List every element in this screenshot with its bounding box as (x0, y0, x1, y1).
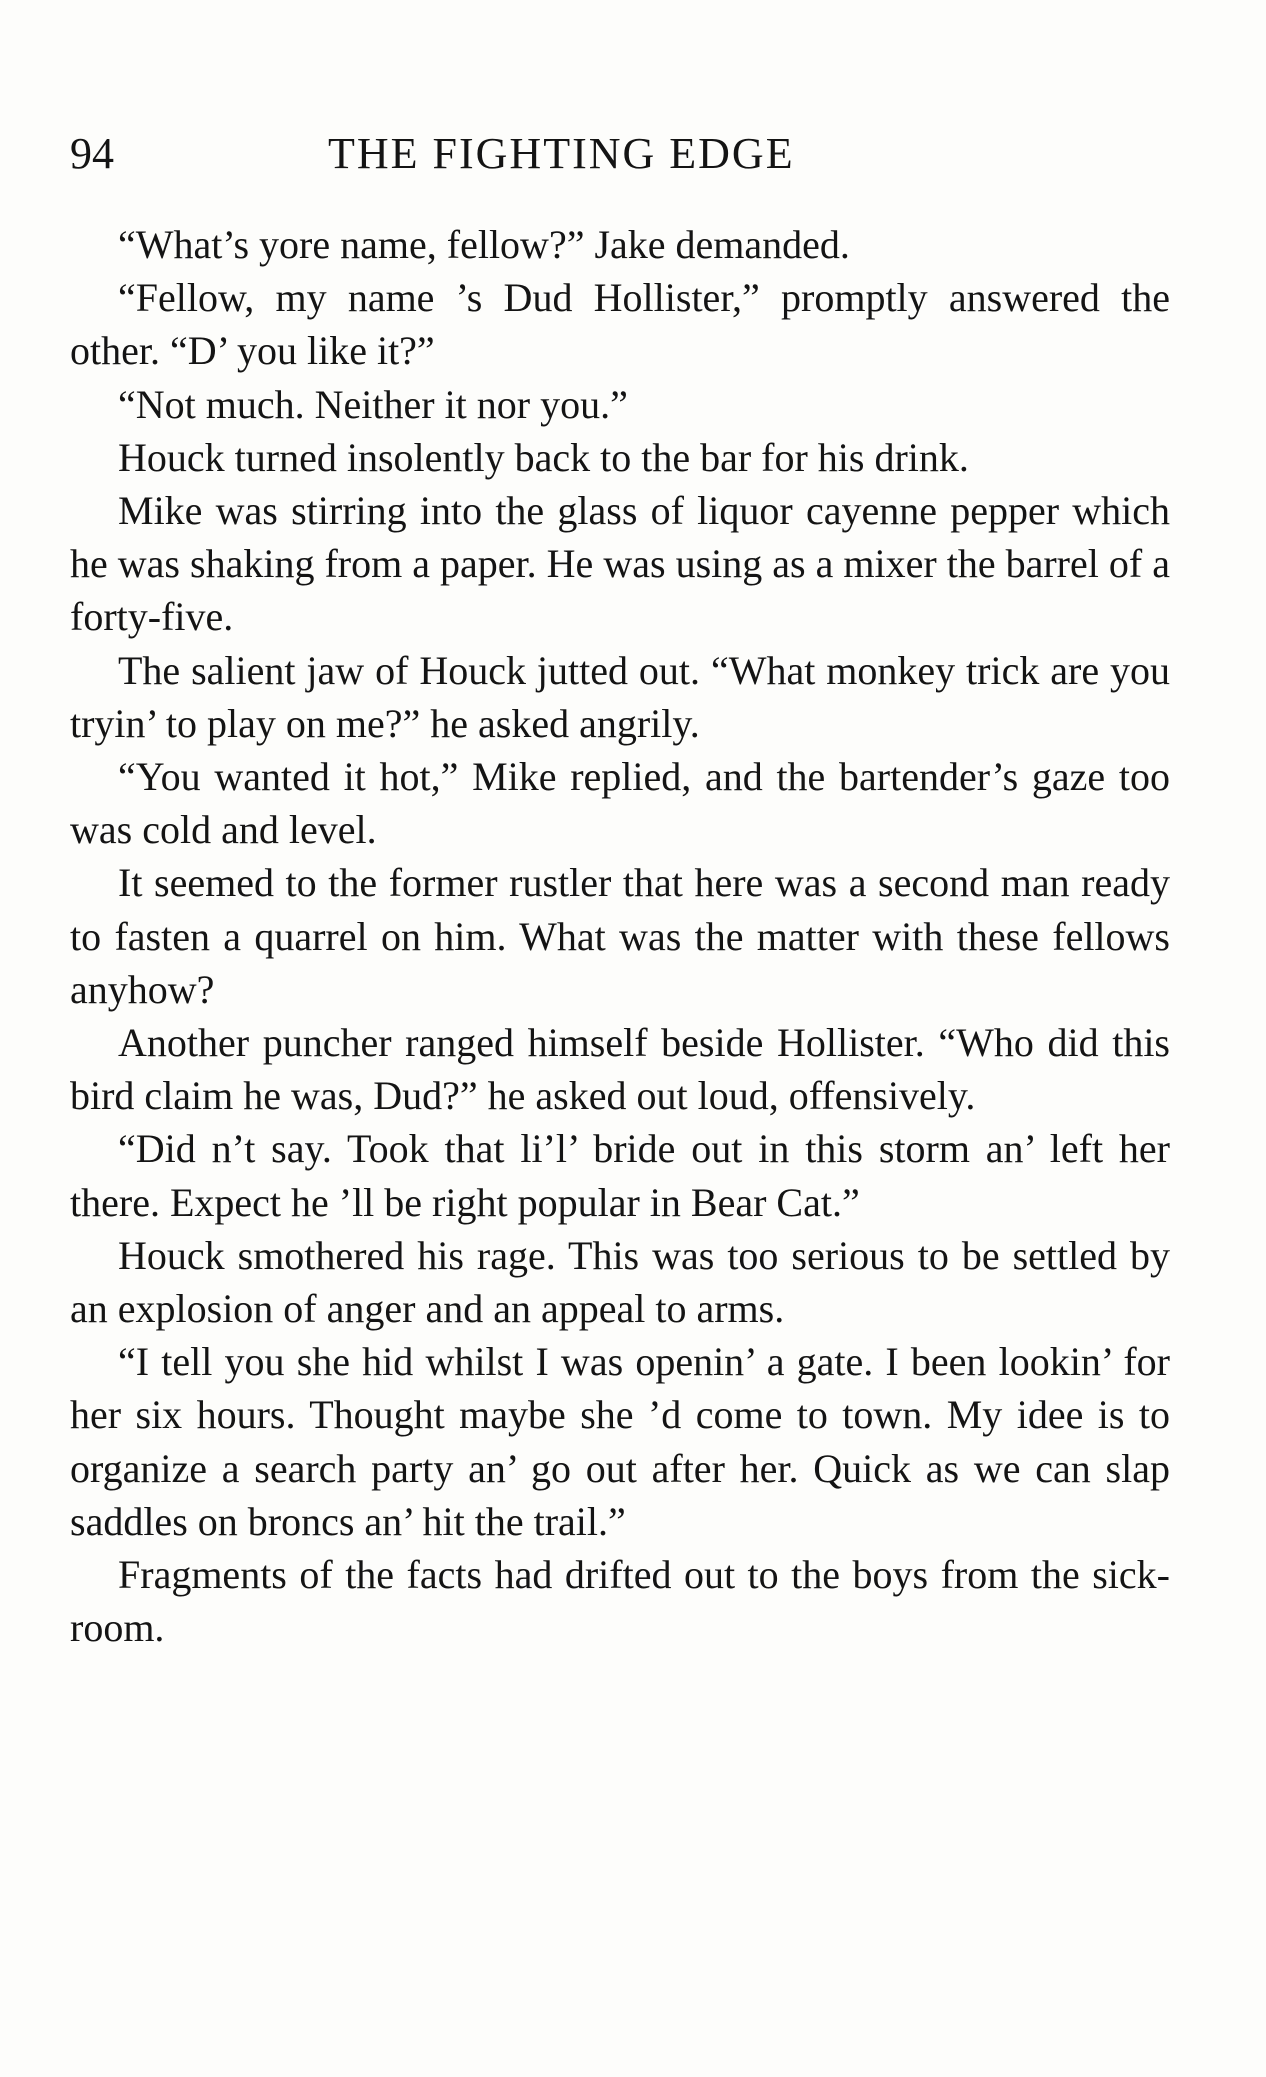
paragraph: “Fellow, my name ’s Dud Hollister,” promptly answered the other. “D’ you like it?” (70, 275, 1170, 374)
paragraph: Another puncher ranged himself beside Hollister. “Who did this bird claim he was, Dud?” he asked out loud, offensively. (70, 1020, 1170, 1119)
paragraph: “Did n’t say. Took that li’l’ bride out in this storm an’ left her there. Expect he ’ll be right popular in Bear Cat.” (70, 1126, 1170, 1225)
paragraph: “Not much. Neither it nor you.” (118, 381, 628, 427)
paragraph: “You wanted it hot,” Mike replied, and the bartender’s gaze too was cold and level. (70, 754, 1170, 853)
paragraph: “What’s yore name, fellow?” Jake demanded. (118, 222, 850, 267)
page-number: 94 (70, 129, 114, 178)
paragraph: It seemed to the former rustler that here was a second man ready to fasten a quarrel on him. What was the matter with these fellows anyhow? (70, 860, 1170, 1012)
paragraph: Fragments of the facts had drifted out to the boys from the sick-room. (70, 1552, 1170, 1651)
paragraph: Houck smothered his rage. This was too serious to be settled by an explosion of anger and an appeal to arms. (70, 1232, 1170, 1332)
body-text (70, 218, 1170, 1654)
paragraph: Houck turned insolently back to the bar for his drink. (118, 434, 969, 480)
paragraph: “I tell you she hid whilst I was openin’ a gate. I been lookin’ for her six hours. Thought maybe she ’d come to town. My idee is to organize a search party an’ go out after her. Quick as we can slap saddles on broncs an’ hit the trail.” (70, 1339, 1170, 1544)
paragraph: The salient jaw of Houck jutted out. “What monkey trick are you tryin’ to play on me?” he asked angrily. (70, 647, 1170, 746)
paragraph: Mike was stirring into the glass of liquor cayenne pepper which he was shaking from a paper. He was using as a mixer the barrel of a forty-five. (70, 488, 1170, 640)
running-title: THE FIGHTING EDGE (328, 129, 795, 178)
page-header (70, 122, 1170, 186)
